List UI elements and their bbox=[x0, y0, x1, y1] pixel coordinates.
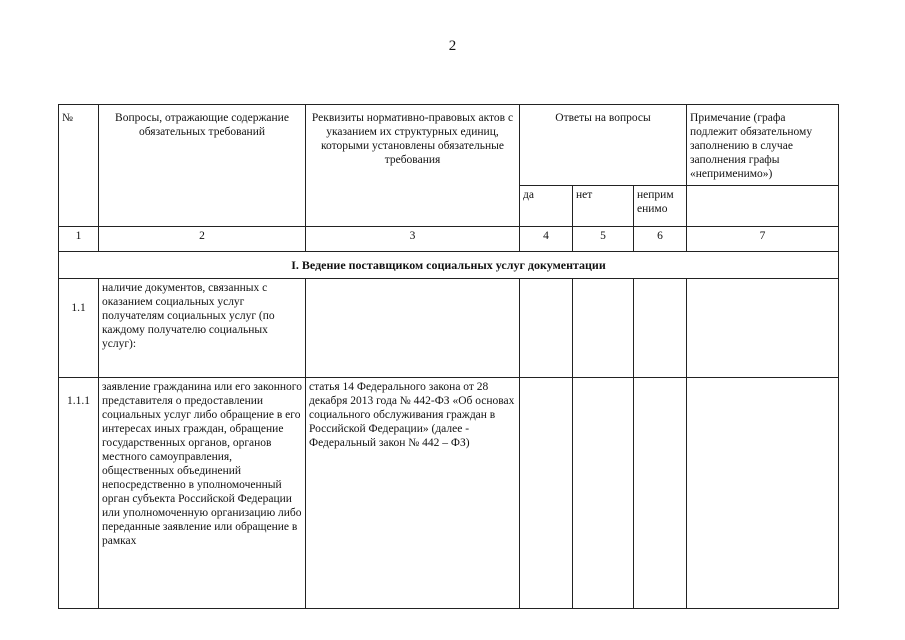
header-no-answer: нет bbox=[573, 186, 634, 227]
header-note-blank bbox=[687, 186, 839, 227]
column-number: 4 bbox=[520, 227, 573, 252]
row-question: заявление гражданина или его законного представителя о предоставлении социальных услуг либо обращение в его интересах иных граждан, обращение государственных органов, органов местного самоуправления, общественных объединений непосредственно в уполномоченный орган субъекта Российской Федерации или уполномоченную организацию либо переданные заявление или обращение в рамках bbox=[99, 378, 306, 609]
column-number: 1 bbox=[59, 227, 99, 252]
header-requisites: Реквизиты нормативно-правовых актов с указанием их структурных единиц, которыми установлены обязательные требования bbox=[306, 105, 520, 227]
row-number: 1.1.1 bbox=[59, 378, 99, 609]
checklist-table bbox=[58, 104, 839, 609]
answer-no-cell bbox=[573, 378, 634, 609]
note-cell bbox=[687, 279, 839, 378]
section-title: I. Ведение поставщиком социальных услуг документации bbox=[59, 252, 839, 279]
column-number: 6 bbox=[634, 227, 687, 252]
answer-na-cell bbox=[634, 279, 687, 378]
header-row bbox=[59, 105, 839, 186]
table-row bbox=[59, 279, 839, 378]
page-number: 2 bbox=[448, 38, 457, 54]
column-number: 7 bbox=[687, 227, 839, 252]
note-cell bbox=[687, 378, 839, 609]
row-number: 1.1 bbox=[59, 279, 99, 378]
row-requisite bbox=[306, 279, 520, 378]
row-requisite: статья 14 Федерального закона от 28 декабря 2013 года № 442-ФЗ «Об основах социального обслуживания граждан в Российской Федерации» (далее - Федеральный закон № 442 – ФЗ) bbox=[306, 378, 520, 609]
table-row bbox=[59, 378, 839, 609]
answer-no-cell bbox=[573, 279, 634, 378]
answer-na-cell bbox=[634, 378, 687, 609]
answer-yes-cell bbox=[520, 378, 573, 609]
column-number: 3 bbox=[306, 227, 520, 252]
column-number: 2 bbox=[99, 227, 306, 252]
row-question: наличие документов, связанных с оказанием социальных услуг получателям социальных услуг (по каждому получателю социальных услуг): bbox=[99, 279, 306, 378]
header-questions: Вопросы, отражающие содержание обязательных требований bbox=[99, 105, 306, 227]
header-answers: Ответы на вопросы bbox=[520, 105, 687, 186]
header-note: Примечание (графа подлежит обязательному заполнению в случае заполнения графы «неприменимо») bbox=[687, 105, 839, 186]
header-yes: да bbox=[520, 186, 573, 227]
header-not-applicable: неприм енимо bbox=[634, 186, 687, 227]
section-row bbox=[59, 252, 839, 279]
column-number-row bbox=[59, 227, 839, 252]
column-number: 5 bbox=[573, 227, 634, 252]
answer-yes-cell bbox=[520, 279, 573, 378]
header-no: № bbox=[59, 105, 99, 227]
